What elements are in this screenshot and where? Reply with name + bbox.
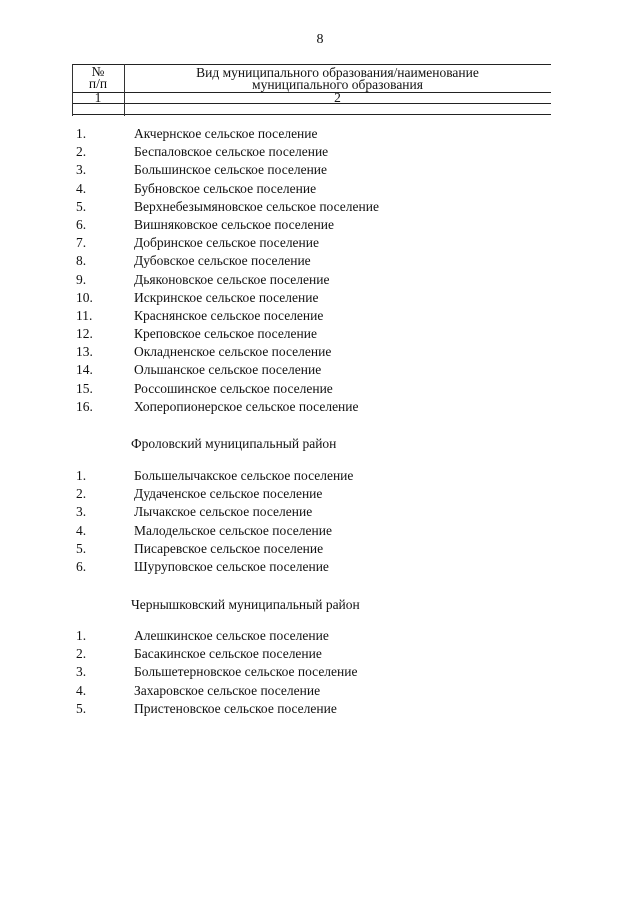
list-item [0,252,640,270]
list-item [0,180,640,198]
list-item [0,325,640,343]
table-bottom-rule [72,114,551,115]
list-item [0,663,640,681]
col1-header-symbol: № [91,64,105,79]
list-item [0,361,640,379]
settlement-name: Большелычакское сельское поселение [134,468,354,483]
list-item [0,380,640,398]
settlement-name: Дудаченское сельское поселение [134,486,323,502]
item-number: 5. [76,540,87,556]
settlement-name: Большинское сельское поселение [134,162,328,178]
col2-header-line1: Вид муниципального образования/наименование [196,65,479,80]
settlement-name: Пристеновское сельское поселение [134,700,337,716]
item-number: 11. [76,307,93,323]
item-number: 10. [76,289,93,305]
settlement-name: Малодельское сельское поселение [134,522,332,538]
list-item [0,307,640,325]
item-number: 3. [76,162,87,178]
item-number: 16. [76,398,93,414]
item-number: 1. [76,468,87,483]
section-title-frolovsky: Фроловский муниципальный район [131,436,337,451]
list-item [0,558,640,576]
settlement-list-2 [0,467,640,576]
list-item [0,289,640,307]
settlement-name: Ольшанское сельское поселение [134,362,322,378]
col2-header-line2: муниципального образования [252,77,423,92]
list-item [0,161,640,179]
item-number: 5. [76,700,87,716]
settlement-name: Алешкинское сельское поселение [134,628,329,643]
list-item [0,700,640,718]
item-number: 8. [76,253,87,269]
item-number: 1. [76,628,87,643]
settlement-name: Шуруповское сельское поселение [134,558,329,574]
settlement-name: Искринское сельское поселение [134,289,319,305]
list-item [0,198,640,216]
item-number: 4. [76,522,87,538]
item-number: 4. [76,180,87,196]
settlement-list-1 [0,125,640,416]
settlement-name: Хоперопионерское сельское поселение [134,398,359,414]
settlement-name: Захаровское сельское поселение [134,682,321,698]
settlement-name: Креповское сельское поселение [134,326,317,342]
list-item [0,216,640,234]
list-item [0,125,640,143]
settlement-name: Краснянское сельское поселение [134,307,324,323]
page-number: 8 [316,32,324,47]
settlement-name: Добринское сельское поселение [134,235,319,251]
item-number: 7. [76,235,87,251]
list-item [0,503,640,521]
item-number: 2. [76,646,87,662]
list-item [0,522,640,540]
col1-header-label: п/п [88,76,108,91]
item-number: 6. [76,216,87,232]
settlement-name: Верхнебезымяновское сельское поселение [134,198,379,214]
list-item [0,398,640,416]
settlement-name: Дубовское сельское поселение [134,253,311,269]
list-item [0,540,640,558]
settlement-name: Дьяконовское сельское поселение [134,271,330,287]
item-number: 3. [76,504,87,520]
list-item [0,682,640,700]
settlement-name: Окладненское сельское поселение [134,344,332,360]
col1-index: 1 [94,90,102,105]
settlement-name: Басакинское сельское поселение [134,646,322,662]
list-item [0,627,640,645]
item-number: 4. [76,682,87,698]
item-number: 1. [76,126,87,141]
item-number: 2. [76,144,87,160]
settlement-name: Вишняковское сельское поселение [134,216,334,232]
list-item [0,143,640,161]
item-number: 5. [76,198,87,214]
item-number: 12. [76,326,93,342]
item-number: 3. [76,664,87,680]
settlement-name: Писаревское сельское поселение [134,540,324,556]
settlement-name: Беспаловское сельское поселение [134,144,329,160]
section-title-chernyshkovsky: Чернышковский муниципальный район [131,597,360,612]
list-item [0,343,640,361]
item-number: 15. [76,380,93,396]
list-item [0,645,640,663]
list-item [0,271,640,289]
settlement-name: Лычакское сельское поселение [134,504,313,520]
settlement-name: Бубновское сельское поселение [134,180,317,196]
item-number: 6. [76,558,87,574]
list-item [0,234,640,252]
settlement-name: Россошинское сельское поселение [134,380,333,396]
list-item [0,467,640,485]
item-number: 14. [76,362,93,378]
settlement-list-3 [0,627,640,718]
settlement-name: Акчернское сельское поселение [134,126,318,141]
item-number: 2. [76,486,87,502]
list-item [0,485,640,503]
col2-index: 2 [334,90,341,105]
settlement-name: Большетерновское сельское поселение [134,664,358,680]
item-number: 13. [76,344,93,360]
item-number: 9. [76,271,87,287]
